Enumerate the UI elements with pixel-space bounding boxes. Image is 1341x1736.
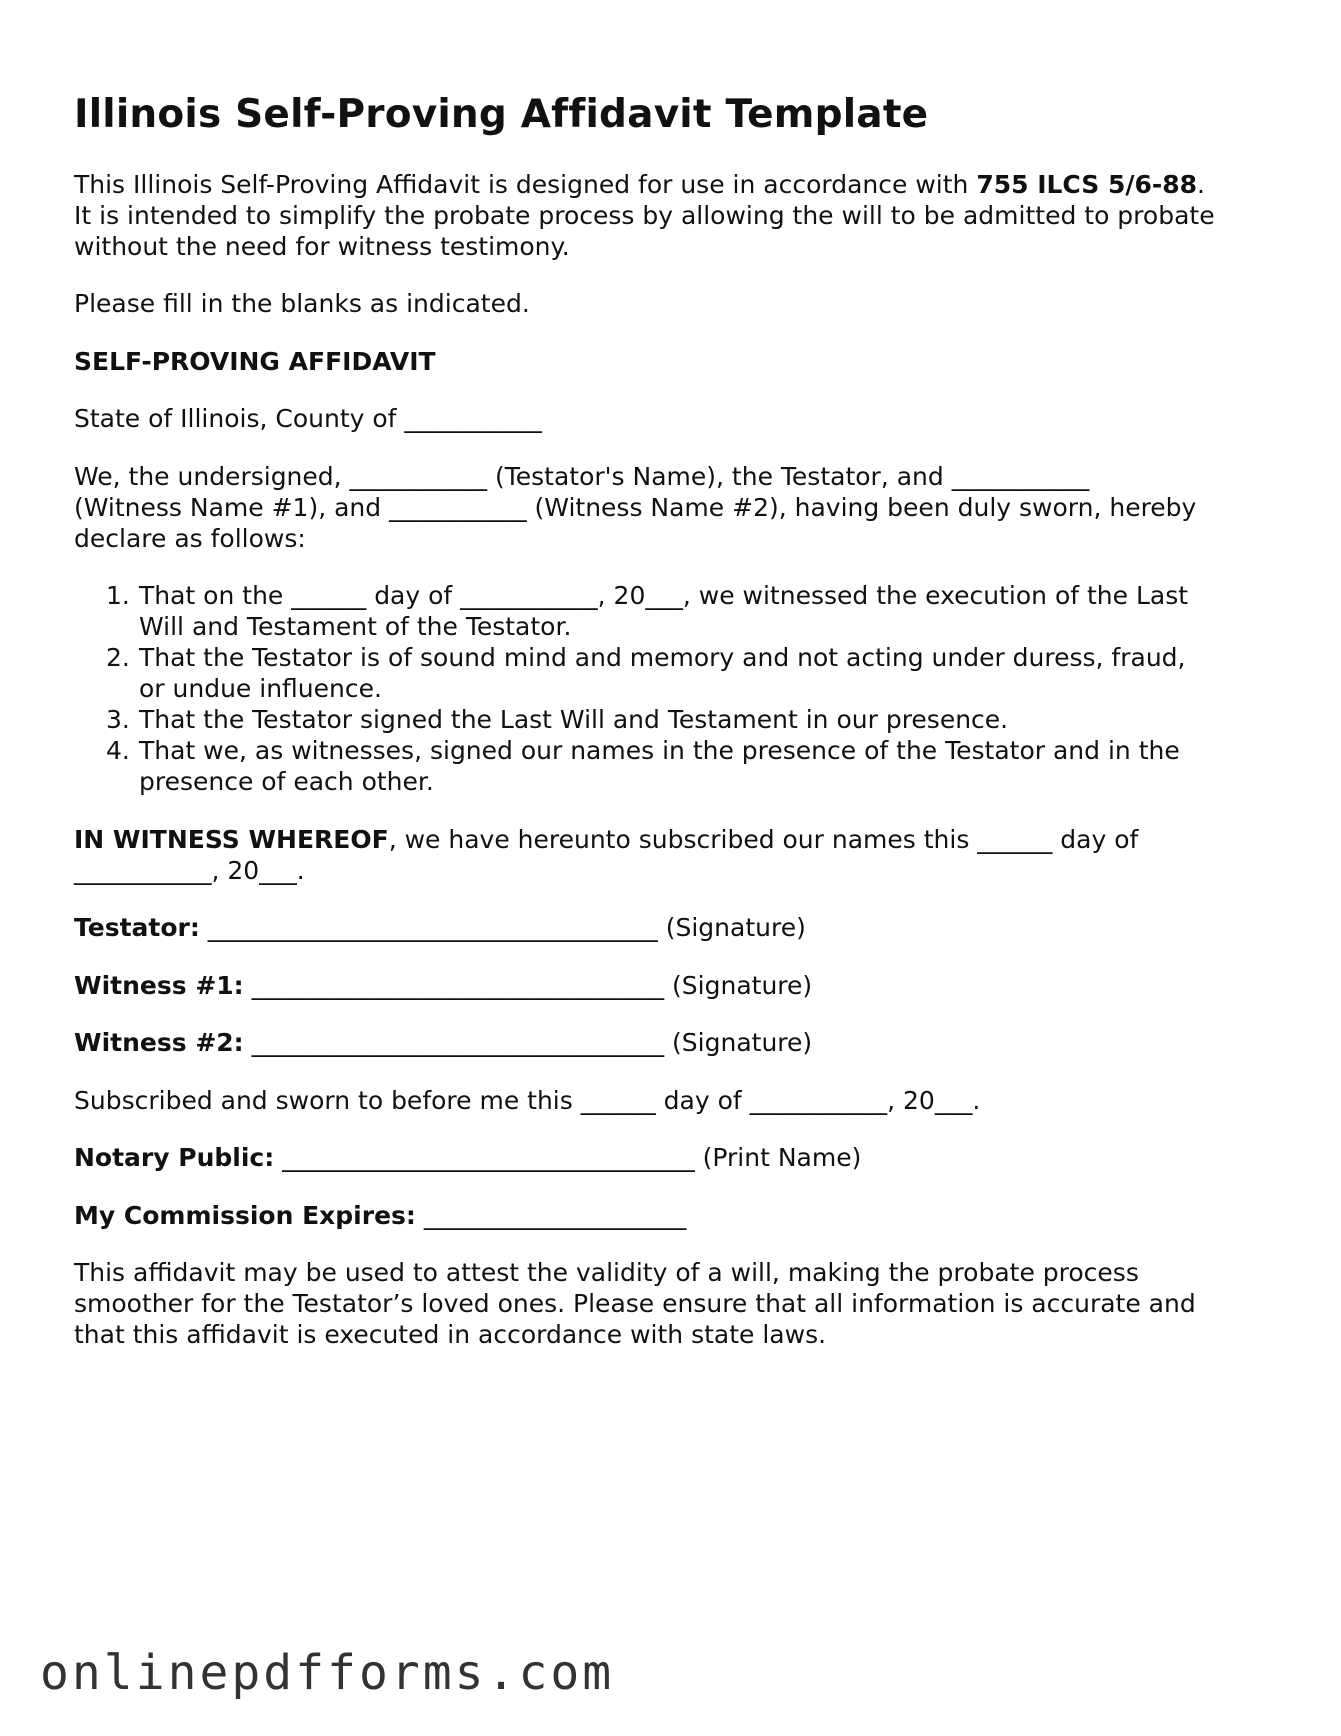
declaration-line-1: We, the undersigned, ___________ (Testator's Name), the Testator, and ___________ (74, 462, 1090, 491)
list-item-text: That the Testator is of sound mind and memory and not acting under duress, fraud, (139, 643, 1186, 672)
witness2-label: Witness #2: (74, 1028, 244, 1057)
statute-reference: 755 ILCS 5/6-88 (976, 170, 1198, 199)
witness1-signature-row[interactable] (74, 970, 812, 1002)
declaration-line-2: (Witness Name #1), and ___________ (Witness Name #2), having been duly sworn, hereby (74, 493, 1197, 522)
list-item-text: That the Testator signed the Last Will and Testament in our presence. (139, 705, 1009, 734)
commission-label: My Commission Expires: (74, 1201, 416, 1230)
state-county-line: State of Illinois, County of ___________ (74, 404, 542, 433)
watermark: onlinepdfforms.com (40, 1645, 615, 1701)
sworn-line: Subscribed and sworn to before me this ______ day of ___________, 20___. (74, 1086, 981, 1115)
list-item-text: or undue influence. (139, 674, 382, 703)
affidavit-heading: SELF-PROVING AFFIDAVIT (74, 347, 436, 376)
list-item-text: That we, as witnesses, signed our names in the presence of the Testator and in the (139, 736, 1180, 765)
commission-field[interactable]: _____________________ (423, 1201, 687, 1230)
witness1-label: Witness #1: (74, 971, 244, 1000)
intro-line-1 (74, 169, 1205, 201)
witness2-signature-field[interactable]: _________________________________ (Signature) (251, 1028, 813, 1057)
notary-row[interactable] (74, 1142, 861, 1174)
whereof-line-1 (74, 824, 1138, 856)
testator-label: Testator: (74, 913, 200, 942)
list-item-text: That on the ______ day of ___________, 20___, we witnessed the execution of the Last (139, 581, 1189, 610)
notary-name-field[interactable]: _________________________________ (Print Name) (282, 1143, 862, 1172)
intro-text: This Illinois Self-Proving Affidavit is designed for use in accordance with (74, 170, 977, 199)
notary-label: Notary Public: (74, 1143, 275, 1172)
list-number: 3. (106, 705, 130, 734)
closing-line-1: This affidavit may be used to attest the validity of a will, making the probate process (74, 1258, 1139, 1287)
closing-line-3: that this affidavit is executed in accordance with state laws. (74, 1320, 827, 1349)
declaration-line-3: declare as follows: (74, 524, 306, 553)
witness2-signature-row[interactable] (74, 1027, 812, 1059)
list-item-text: presence of each other. (139, 767, 434, 796)
witness1-signature-field[interactable]: _________________________________ (Signature) (251, 971, 813, 1000)
commission-row[interactable] (74, 1200, 686, 1232)
whereof-bold: IN WITNESS WHEREOF (74, 825, 389, 854)
intro-punct: . (1197, 170, 1205, 199)
document-title: Illinois Self-Proving Affidavit Template (74, 92, 929, 137)
instruction-text: Please fill in the blanks as indicated. (74, 289, 530, 318)
intro-line-3: without the need for witness testimony. (74, 232, 570, 261)
testator-signature-field[interactable]: ____________________________________ (Signature) (207, 913, 806, 942)
list-number: 1. (106, 581, 130, 610)
list-number: 4. (106, 736, 130, 765)
closing-line-2: smoother for the Testator’s loved ones. Please ensure that all information is accurate and (74, 1289, 1196, 1318)
whereof-text: , we have hereunto subscribed our names this ______ day of (388, 825, 1139, 854)
intro-line-2: It is intended to simplify the probate process by allowing the will to be admitted to probate (74, 201, 1215, 230)
whereof-line-2: ___________, 20___. (74, 856, 305, 885)
list-number: 2. (106, 643, 130, 672)
list-item-text: Will and Testament of the Testator. (139, 612, 572, 641)
testator-signature-row[interactable] (74, 912, 806, 944)
